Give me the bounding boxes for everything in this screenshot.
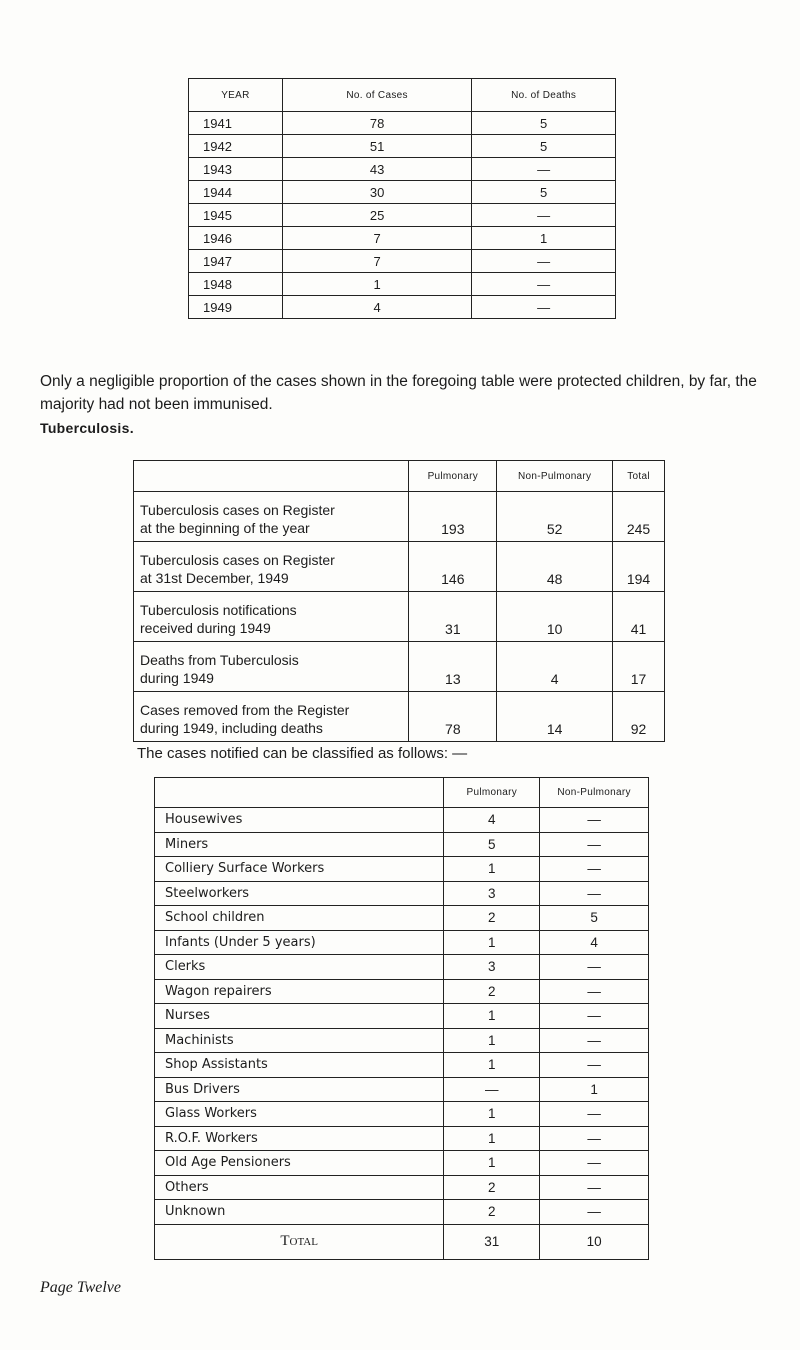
cases-cell: 7 bbox=[282, 227, 471, 250]
header-year: YEAR bbox=[189, 79, 283, 112]
pulmonary-cell: 193 bbox=[409, 492, 497, 542]
table-row bbox=[134, 492, 665, 542]
non-pulmonary-cell: — bbox=[540, 1200, 649, 1225]
year-cell: 1941 bbox=[189, 112, 283, 135]
row-label-line1: Tuberculosis notifications bbox=[140, 602, 297, 618]
year-cell: 1946 bbox=[189, 227, 283, 250]
table-row bbox=[189, 250, 616, 273]
pulmonary-cell: 78 bbox=[409, 692, 497, 742]
table-row bbox=[155, 1028, 649, 1053]
cases-cell: 7 bbox=[282, 250, 471, 273]
deaths-cell: — bbox=[472, 250, 616, 273]
occupation-cell: Shop Assistants bbox=[155, 1053, 444, 1078]
table-row bbox=[155, 881, 649, 906]
table-row bbox=[189, 227, 616, 250]
pulmonary-cell: — bbox=[444, 1077, 540, 1102]
deaths-cell: — bbox=[472, 273, 616, 296]
occupation-cell: Wagon repairers bbox=[155, 979, 444, 1004]
header-pulmonary: Pulmonary bbox=[409, 461, 497, 492]
occupation-cell: Nurses bbox=[155, 1004, 444, 1029]
diphtheria-cases-table bbox=[188, 78, 616, 319]
table-row bbox=[155, 1102, 649, 1127]
year-cell: 1943 bbox=[189, 158, 283, 181]
non-pulmonary-cell: — bbox=[540, 955, 649, 980]
table-row bbox=[155, 955, 649, 980]
tuberculosis-register-table bbox=[133, 460, 665, 742]
table-row bbox=[155, 1126, 649, 1151]
non-pulmonary-cell: 48 bbox=[497, 542, 613, 592]
total-cell: 92 bbox=[613, 692, 665, 742]
pulmonary-cell: 31 bbox=[409, 592, 497, 642]
non-pulmonary-cell: — bbox=[540, 881, 649, 906]
occupation-cell: Machinists bbox=[155, 1028, 444, 1053]
occupation-cell: Steelworkers bbox=[155, 881, 444, 906]
table-header-row bbox=[155, 778, 649, 808]
pulmonary-cell: 2 bbox=[444, 1175, 540, 1200]
header-pulmonary: Pulmonary bbox=[444, 778, 540, 808]
non-pulmonary-cell: — bbox=[540, 1028, 649, 1053]
pulmonary-cell: 13 bbox=[409, 642, 497, 692]
table-row bbox=[155, 1151, 649, 1176]
occupation-cell: Clerks bbox=[155, 955, 444, 980]
pulmonary-cell: 146 bbox=[409, 542, 497, 592]
row-label bbox=[134, 492, 409, 542]
cases-cell: 43 bbox=[282, 158, 471, 181]
occupation-cell: Others bbox=[155, 1175, 444, 1200]
table-row bbox=[189, 135, 616, 158]
non-pulmonary-cell: 10 bbox=[497, 592, 613, 642]
row-label bbox=[134, 692, 409, 742]
header-occupation bbox=[155, 778, 444, 808]
occupation-cell: Infants (Under 5 years) bbox=[155, 930, 444, 955]
non-pulmonary-cell: — bbox=[540, 1126, 649, 1151]
notified-intro: The cases notified can be classified as follows: — bbox=[137, 745, 468, 762]
pulmonary-cell: 2 bbox=[444, 979, 540, 1004]
table-row bbox=[189, 296, 616, 319]
occupation-cell: Miners bbox=[155, 832, 444, 857]
occupation-cell: R.O.F. Workers bbox=[155, 1126, 444, 1151]
pulmonary-cell: 1 bbox=[444, 1028, 540, 1053]
non-pulmonary-cell: 5 bbox=[540, 906, 649, 931]
year-cell: 1945 bbox=[189, 204, 283, 227]
year-cell: 1944 bbox=[189, 181, 283, 204]
total-cell: 17 bbox=[613, 642, 665, 692]
pulmonary-cell: 1 bbox=[444, 1126, 540, 1151]
total-non-pulmonary: 10 bbox=[540, 1224, 649, 1259]
table-row bbox=[155, 906, 649, 931]
table-row bbox=[155, 930, 649, 955]
cases-cell: 1 bbox=[282, 273, 471, 296]
header-deaths: No. of Deaths bbox=[472, 79, 616, 112]
non-pulmonary-cell: 4 bbox=[497, 642, 613, 692]
cases-cell: 25 bbox=[282, 204, 471, 227]
table-row bbox=[189, 158, 616, 181]
row-label-line2: at 31st December, 1949 bbox=[140, 570, 289, 586]
occupation-cell: Colliery Surface Workers bbox=[155, 857, 444, 882]
header-cases: No. of Cases bbox=[282, 79, 471, 112]
deaths-cell: 5 bbox=[472, 181, 616, 204]
total-cell: 41 bbox=[613, 592, 665, 642]
table-row bbox=[155, 1053, 649, 1078]
header-non-pulmonary: Non-Pulmonary bbox=[497, 461, 613, 492]
occupation-table bbox=[154, 777, 649, 1260]
cases-cell: 4 bbox=[282, 296, 471, 319]
non-pulmonary-cell: 14 bbox=[497, 692, 613, 742]
header-blank bbox=[134, 461, 409, 492]
total-row bbox=[155, 1224, 649, 1259]
pulmonary-cell: 1 bbox=[444, 1053, 540, 1078]
table-row bbox=[155, 979, 649, 1004]
tuberculosis-heading: Tuberculosis. bbox=[40, 420, 134, 436]
year-cell: 1942 bbox=[189, 135, 283, 158]
deaths-cell: — bbox=[472, 158, 616, 181]
pulmonary-cell: 2 bbox=[444, 1200, 540, 1225]
row-label bbox=[134, 642, 409, 692]
total-cell: 194 bbox=[613, 542, 665, 592]
table-row bbox=[155, 1175, 649, 1200]
non-pulmonary-cell: — bbox=[540, 979, 649, 1004]
pulmonary-cell: 3 bbox=[444, 881, 540, 906]
occupation-cell: Old Age Pensioners bbox=[155, 1151, 444, 1176]
cases-cell: 51 bbox=[282, 135, 471, 158]
table-row bbox=[189, 204, 616, 227]
header-non-pulmonary: Non-Pulmonary bbox=[540, 778, 649, 808]
year-cell: 1949 bbox=[189, 296, 283, 319]
row-label-line2: during 1949 bbox=[140, 670, 214, 686]
row-label-line2: during 1949, including deaths bbox=[140, 720, 323, 736]
year-cell: 1948 bbox=[189, 273, 283, 296]
table-header-row bbox=[134, 461, 665, 492]
header-total: Total bbox=[613, 461, 665, 492]
total-label: Total bbox=[155, 1224, 444, 1259]
non-pulmonary-cell: — bbox=[540, 1004, 649, 1029]
row-label bbox=[134, 542, 409, 592]
table-row bbox=[155, 808, 649, 833]
table-row bbox=[134, 692, 665, 742]
non-pulmonary-cell: 52 bbox=[497, 492, 613, 542]
non-pulmonary-cell: — bbox=[540, 832, 649, 857]
pulmonary-cell: 1 bbox=[444, 930, 540, 955]
deaths-cell: 1 bbox=[472, 227, 616, 250]
page-footer: Page Twelve bbox=[40, 1279, 122, 1296]
table-row bbox=[134, 542, 665, 592]
occupation-cell: Glass Workers bbox=[155, 1102, 444, 1127]
table-row bbox=[134, 592, 665, 642]
table-row bbox=[155, 1004, 649, 1029]
row-label-line1: Cases removed from the Register bbox=[140, 702, 350, 718]
non-pulmonary-cell: — bbox=[540, 857, 649, 882]
table-row bbox=[155, 1077, 649, 1102]
total-pulmonary: 31 bbox=[444, 1224, 540, 1259]
row-label-line1: Tuberculosis cases on Register bbox=[140, 502, 335, 518]
pulmonary-cell: 4 bbox=[444, 808, 540, 833]
deaths-cell: 5 bbox=[472, 135, 616, 158]
row-label-line2: received during 1949 bbox=[140, 620, 271, 636]
table-row bbox=[155, 1200, 649, 1225]
non-pulmonary-cell: 1 bbox=[540, 1077, 649, 1102]
deaths-cell: — bbox=[472, 296, 616, 319]
row-label-line2: at the beginning of the year bbox=[140, 520, 310, 536]
row-label-line1: Deaths from Tuberculosis bbox=[140, 652, 299, 668]
occupation-cell: Bus Drivers bbox=[155, 1077, 444, 1102]
cases-cell: 30 bbox=[282, 181, 471, 204]
table-row bbox=[189, 181, 616, 204]
pulmonary-cell: 1 bbox=[444, 1004, 540, 1029]
immunisation-paragraph: Only a negligible proportion of the cases shown in the foregoing table were protected children, by far, the majority had not been immunised. bbox=[40, 373, 757, 413]
pulmonary-cell: 1 bbox=[444, 1102, 540, 1127]
deaths-cell: 5 bbox=[472, 112, 616, 135]
table-row bbox=[155, 832, 649, 857]
table-header-row bbox=[189, 79, 616, 112]
row-label bbox=[134, 592, 409, 642]
pulmonary-cell: 1 bbox=[444, 1151, 540, 1176]
table-row bbox=[134, 642, 665, 692]
non-pulmonary-cell: — bbox=[540, 1102, 649, 1127]
non-pulmonary-cell: — bbox=[540, 1175, 649, 1200]
pulmonary-cell: 2 bbox=[444, 906, 540, 931]
table-row bbox=[189, 112, 616, 135]
cases-cell: 78 bbox=[282, 112, 471, 135]
table-row bbox=[189, 273, 616, 296]
pulmonary-cell: 3 bbox=[444, 955, 540, 980]
occupation-cell: School children bbox=[155, 906, 444, 931]
deaths-cell: — bbox=[472, 204, 616, 227]
row-label-line1: Tuberculosis cases on Register bbox=[140, 552, 335, 568]
non-pulmonary-cell: 4 bbox=[540, 930, 649, 955]
total-cell: 245 bbox=[613, 492, 665, 542]
occupation-cell: Housewives bbox=[155, 808, 444, 833]
pulmonary-cell: 1 bbox=[444, 857, 540, 882]
occupation-cell: Unknown bbox=[155, 1200, 444, 1225]
non-pulmonary-cell: — bbox=[540, 1053, 649, 1078]
year-cell: 1947 bbox=[189, 250, 283, 273]
pulmonary-cell: 5 bbox=[444, 832, 540, 857]
non-pulmonary-cell: — bbox=[540, 808, 649, 833]
table-row bbox=[155, 857, 649, 882]
non-pulmonary-cell: — bbox=[540, 1151, 649, 1176]
